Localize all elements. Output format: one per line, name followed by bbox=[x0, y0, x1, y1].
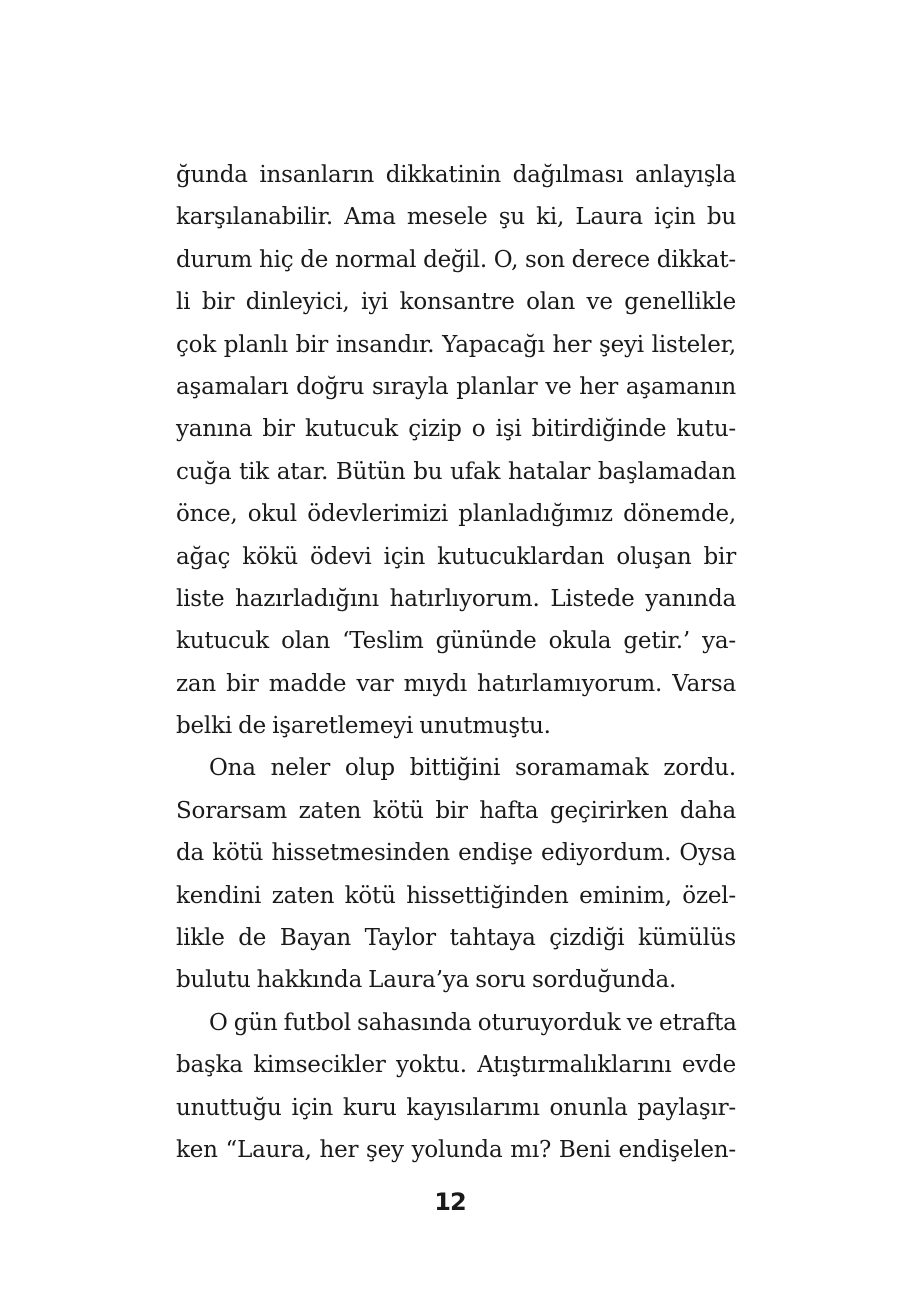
text-line: kendini zaten kötü hissettiğinden eminim, özel- bbox=[176, 882, 736, 909]
body-text bbox=[176, 154, 736, 1171]
text-line: bulutu hakkında Laura’ya soru sorduğunda. bbox=[176, 967, 677, 994]
text-line: aşamaları doğru sırayla planlar ve her aşamanın bbox=[176, 373, 736, 400]
text-line: likle de Bayan Taylor tahtaya çizdiği kümülüs bbox=[176, 925, 736, 952]
text-line: zan bir madde var mıydı hatırlamıyorum. Varsa bbox=[176, 670, 736, 697]
text-line: li bir dinleyici, iyi konsantre olan ve genellikle bbox=[176, 289, 736, 316]
text-line: Sorarsam zaten kötü bir hafta geçirirken daha bbox=[176, 797, 736, 824]
text-line: ğunda insanların dikkatinin dağılması anlayışla bbox=[176, 162, 736, 188]
text-line: unuttuğu için kuru kayısılarımı onunla paylaşır- bbox=[176, 1094, 736, 1121]
text-line: cuğa tik atar. Bütün bu ufak hatalar başlamadan bbox=[176, 458, 736, 485]
text-line: yanına bir kutucuk çizip o işi bitirdiğinde kutu- bbox=[176, 416, 736, 443]
text-line: kutucuk olan ‘Teslim gününde okula getir.’ ya- bbox=[176, 628, 736, 655]
text-line: çok planlı bir insandır. Yapacağı her şeyi listeler, bbox=[176, 331, 736, 358]
text-line: önce, okul ödevlerimizi planladığımız dönemde, bbox=[176, 501, 736, 528]
page-number: 12 bbox=[434, 1188, 466, 1216]
text-line: belki de işaretlemeyi unutmuştu. bbox=[176, 713, 551, 740]
text-line: ken “Laura, her şey yolunda mı? Beni endişelen- bbox=[176, 1136, 736, 1163]
text-line: da kötü hissetmesinden endişe ediyordum. Oysa bbox=[176, 840, 736, 867]
text-line: başka kimsecikler yoktu. Atıştırmalıklarını evde bbox=[176, 1052, 736, 1079]
text-line: karşılanabilir. Ama mesele şu ki, Laura için bu bbox=[176, 204, 736, 231]
text-line: ağaç kökü ödevi için kutucuklardan oluşan bir bbox=[176, 543, 736, 570]
text-line: O gün futbol sahasında oturuyorduk ve etrafta bbox=[209, 1009, 737, 1036]
text-line: durum hiç de normal değil. O, son derece dikkat- bbox=[176, 246, 736, 273]
text-line: liste hazırladığını hatırlıyorum. Listede yanında bbox=[176, 585, 736, 612]
text-line: Ona neler olup bittiğini soramamak zordu. bbox=[209, 755, 736, 782]
